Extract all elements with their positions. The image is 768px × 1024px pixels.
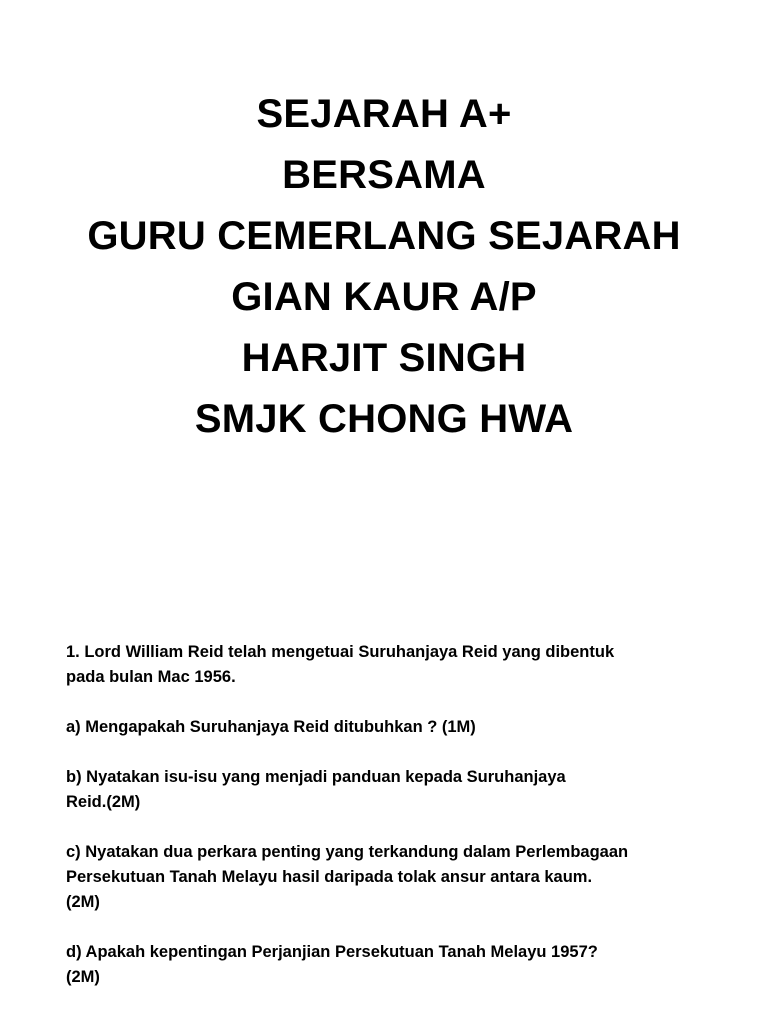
- question-list: [66, 640, 716, 1015]
- title-block: [0, 84, 768, 450]
- title-line-name-last: HARJIT SINGH: [241, 336, 527, 380]
- question-text-line: a) Mengapakah Suruhanjaya Reid ditubuhkan ? (1M): [66, 718, 476, 736]
- question-text-line: (2M): [66, 893, 100, 911]
- question-text-line: pada bulan Mac 1956.: [66, 668, 236, 686]
- question-text-line: Persekutuan Tanah Melayu hasil daripada tolak ansur antara kaum.: [66, 868, 593, 886]
- title-line-subject: SEJARAH A+: [256, 92, 512, 136]
- question-text-line: Reid.(2M): [66, 793, 141, 811]
- title-line-with: BERSAMA: [282, 153, 486, 197]
- title-line-teacher-role: GURU CEMERLANG SEJARAH: [87, 214, 681, 258]
- title-line-school: SMJK CHONG HWA: [194, 397, 574, 441]
- question-1d: [66, 940, 716, 990]
- question-text-line: c) Nyatakan dua perkara penting yang terkandung dalam Perlembagaan: [66, 843, 629, 861]
- question-1-intro: [66, 640, 716, 690]
- question-text-line: 1. Lord William Reid telah mengetuai Suruhanjaya Reid yang dibentuk: [66, 643, 615, 661]
- question-text-line: d) Apakah kepentingan Perjanjian Persekutuan Tanah Melayu 1957?: [66, 943, 598, 961]
- question-1a: [66, 715, 716, 740]
- question-1b: [66, 765, 716, 815]
- question-text-line: b) Nyatakan isu-isu yang menjadi panduan kepada Suruhanjaya: [66, 768, 566, 786]
- question-text-line: (2M): [66, 968, 100, 986]
- title-line-name-first: GIAN KAUR A/P: [231, 275, 537, 319]
- question-1c: [66, 840, 716, 915]
